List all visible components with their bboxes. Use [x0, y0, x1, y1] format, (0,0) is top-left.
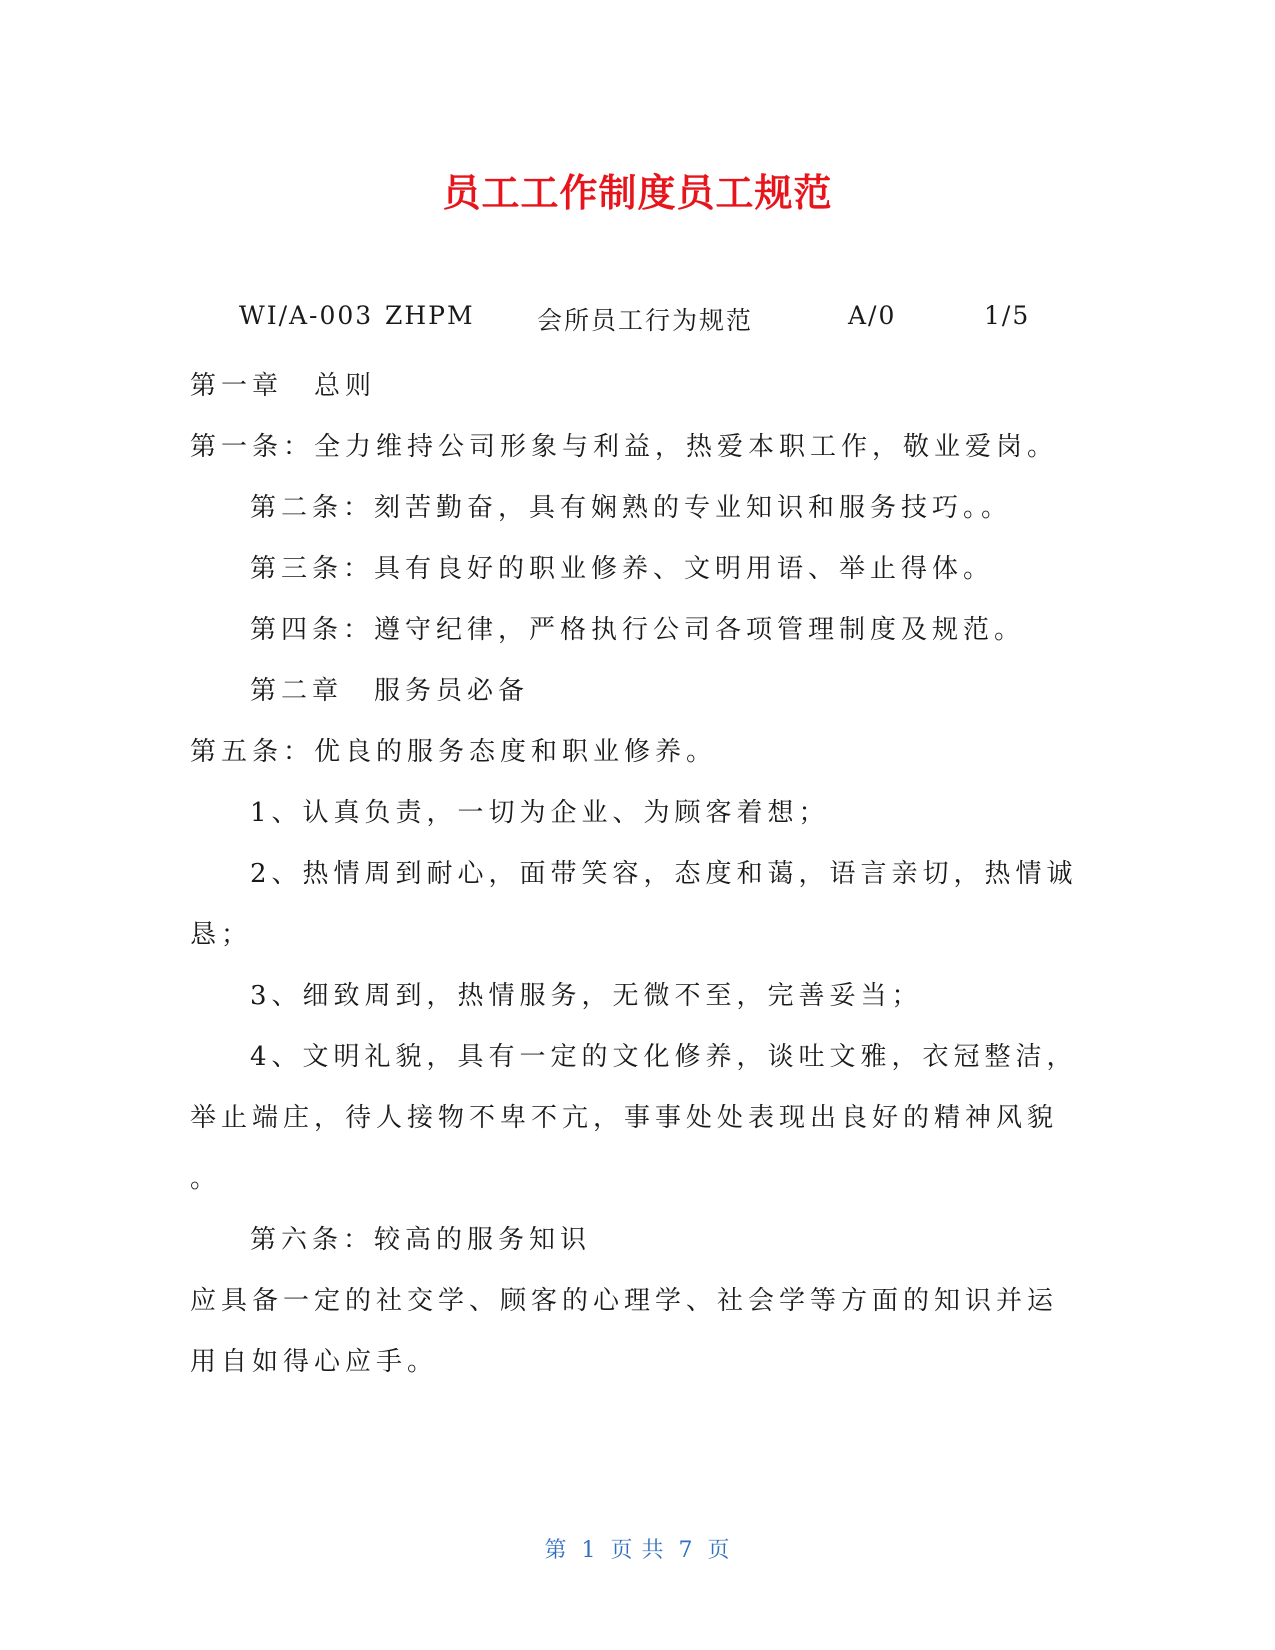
document-title: 员工工作制度员工规范 — [442, 171, 833, 215]
doc-name: 会所员工行为规范 — [537, 306, 754, 335]
paragraph-line: 用自如得心应手。 — [190, 1347, 439, 1377]
article-line: 第四条：遵守纪律，严格执行公司各项管理制度及规范。 — [250, 615, 1026, 645]
article-line: 第一条：全力维持公司形象与利益，热爱本职工作，敬业爱岗。 — [190, 432, 1059, 462]
page-footer — [0, 1533, 1275, 1564]
list-item: 3、细致周到，热情服务，无微不至，完善妥当； — [250, 981, 923, 1011]
list-item: 1、认真负责，一切为企业、为顾客着想； — [250, 798, 830, 828]
footer-prefix: 第 — [544, 1538, 568, 1563]
doc-page-count: 1/5 — [984, 301, 1031, 330]
article-line: 第六条：较高的服务知识 — [250, 1225, 592, 1255]
list-item-continuation: 举止端庄，待人接物不卑不亢，事事处处表现出良好的精神风貌 — [190, 1103, 1059, 1133]
article-line: 第五条：优良的服务态度和职业修养。 — [190, 737, 718, 767]
footer-total-pages: 7 — [678, 1538, 694, 1563]
chapter-heading: 第二章 服务员必备 — [250, 676, 530, 706]
footer-mid: 页 共 — [610, 1538, 665, 1563]
document-body — [190, 356, 1080, 1393]
footer-suffix: 页 — [707, 1538, 731, 1563]
article-line: 第三条：具有良好的职业修养、文明用语、举止得体。 — [250, 554, 995, 584]
chapter-heading: 第一章 总则 — [190, 371, 377, 401]
list-item: 4、文明礼貌，具有一定的文化修养，谈吐文雅，衣冠整洁， — [250, 1042, 1078, 1072]
list-item-continuation: 恳； — [190, 920, 253, 950]
doc-version: A/0 — [848, 301, 897, 330]
list-item: 2、热情周到耐心，面带笑容，态度和蔼，语言亲切，热情诚 — [250, 859, 1078, 889]
article-line: 第二条：刻苦勤奋，具有娴熟的专业知识和服务技巧。。 — [250, 493, 1013, 523]
doc-code: WI/A-003 — [239, 301, 374, 330]
paragraph-line: 应具备一定的社交学、顾客的心理学、社会学等方面的知识并运 — [190, 1286, 1059, 1316]
doc-org: ZHPM — [385, 301, 475, 330]
list-item-continuation: 。 — [190, 1164, 222, 1194]
document-header-row — [0, 301, 1275, 341]
footer-current-page: 1 — [581, 1538, 597, 1563]
